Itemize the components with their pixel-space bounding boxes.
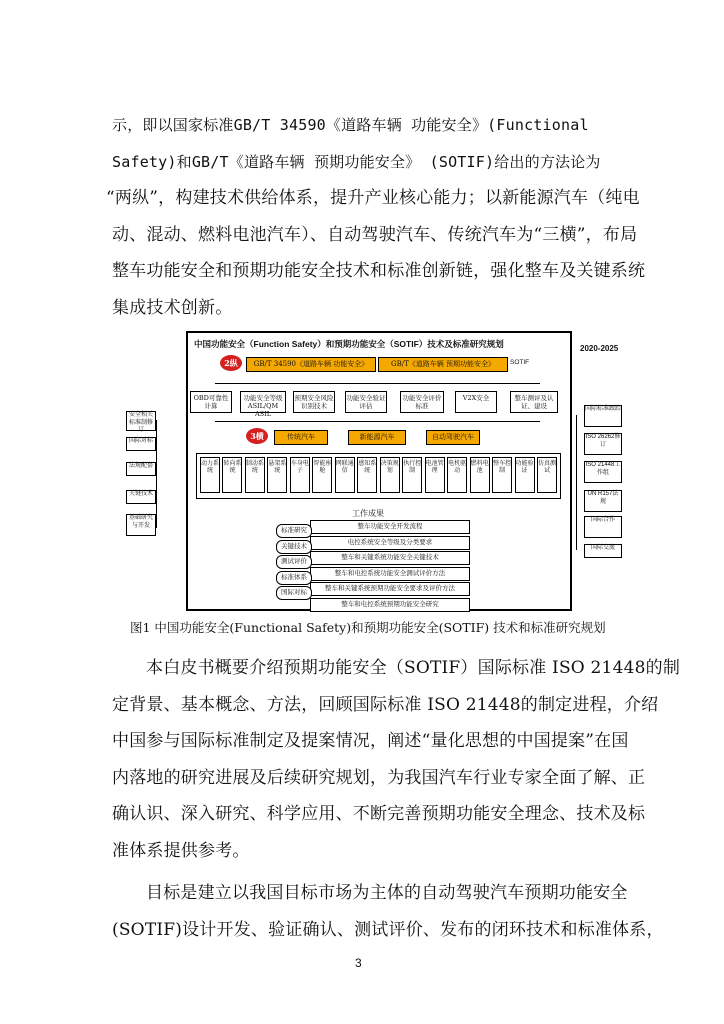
vertical-cell: 仿真测试	[537, 457, 557, 493]
vertical-cell: 功能验证	[515, 457, 535, 493]
body-line: 准体系提供参考。	[112, 840, 250, 861]
left-side-box: 国际对标	[126, 437, 156, 451]
work-side-label: 国际对标	[276, 586, 312, 600]
right-side-box: 国际标准跟踪	[584, 405, 622, 427]
figure-title: 中国功能安全（Function Safety）和预期功能安全（SOTIF）技术及标准研究规划	[194, 339, 504, 349]
vertical-cell: 网联通信	[335, 457, 355, 493]
work-result-item: 整车和电控系统预期功能安全研究	[310, 598, 470, 612]
standard-sotif-box: GB/T《道路车辆 预期功能安全》	[378, 357, 508, 372]
sotif-tag: SOTIF	[510, 359, 530, 366]
right-side-box: 国际交流	[584, 544, 622, 558]
body-line: 确认识、深入研究、科学应用、不断完善预期功能安全理念、技术及标	[112, 804, 646, 824]
left-side-box: 基础研究与开发	[126, 514, 156, 536]
vertical-cell: 电机驱动	[447, 457, 467, 493]
intro-paragraph	[106, 107, 646, 326]
horizontal-box: 新能源汽车	[348, 430, 406, 445]
vertical-cell: 动力系统	[200, 457, 220, 493]
vertical-cell: 整车控制	[492, 457, 512, 493]
vertical-cell: 转向系统	[222, 457, 242, 493]
left-side-box: 法规配套	[126, 462, 156, 476]
standard-fs-box: GB/T 34590《道路车辆 功能安全》	[246, 357, 376, 372]
vertical-cell: 决策规划	[380, 457, 400, 493]
body-line: 定背景、基本概念、方法，回顾国际标准 ISO 21448的制定进程，介绍	[112, 694, 659, 715]
body-line: 本白皮书概要介绍预期功能安全（SOTIF）国际标准 ISO 21448的制	[146, 658, 681, 678]
tech-box: 功能安全等级ASIL/QM ASIL	[240, 391, 286, 413]
vertical-cell: 燃料电池	[470, 457, 490, 493]
left-side-box: 安全相关标准制修订	[126, 411, 156, 431]
vertical-cell: 感知系统	[357, 457, 377, 493]
vertical-cell: 智能座舱	[312, 457, 332, 493]
intro-line: 示，即以国家标准GB/T 34590《道路车辆 功能安全》(Functional	[112, 116, 589, 134]
figure-caption: 图1 中国功能安全(Functional Safety)和预期功能安全(SOTIF) 技术和标准研究规划	[130, 620, 606, 635]
work-result-item: 整车和电控系统功能安全测试评价方法	[310, 567, 470, 581]
right-side-box: UN R157法规	[584, 490, 622, 512]
tech-box: V2X安全	[455, 391, 497, 413]
work-result-item: 整车功能安全开发流程	[310, 520, 470, 534]
intro-line: 动、混动、燃料电池汽车）、自动驾驶汽车、传统汽车为“三横”，布局	[112, 224, 638, 245]
body-paragraph	[112, 875, 664, 948]
tech-box: 预期安全风险识别技术	[293, 391, 335, 413]
vertical-cell: 车身电子	[290, 457, 310, 493]
page-number: 3	[355, 956, 362, 970]
body-line: 内落地的研究进展及后续研究规划，为我国汽车行业专家全面了解、正	[112, 767, 646, 788]
body-line: 中国参与国际标准制定及提案情况，阐述“量化思想的中国提案”在国	[112, 731, 629, 751]
work-side-label: 标准研究	[276, 524, 312, 538]
tech-box: OBD可靠性计算	[190, 391, 232, 413]
tech-box: 功能安全评价标准	[400, 391, 444, 413]
right-side-box: ISO 21448工作组	[584, 461, 622, 483]
vertical-cell: 执行控制	[402, 457, 422, 493]
connector-line	[576, 415, 577, 550]
tech-box: 整车测评及认证、建设	[510, 391, 558, 413]
horizontal-box: 传统汽车	[274, 430, 328, 445]
right-side-box: ISO 26262修订	[584, 433, 622, 455]
connector-line	[156, 420, 157, 528]
left-side-box: 关键技术	[126, 490, 156, 504]
horizontal-box: 自动驾驶汽车	[426, 430, 480, 445]
work-side-label: 标准体系	[276, 571, 312, 585]
intro-line: 整车功能安全和预期功能安全技术和标准创新链，强化整车及关键系统	[112, 261, 646, 281]
body-line: 目标是建立以我国目标市场为主体的自动驾驶汽车预期功能安全	[146, 883, 628, 903]
intro-line: “两纵”，构建技术供给体系，提升产业核心能力；以新能源汽车（纯电	[106, 188, 640, 208]
intro-line: 集成技术创新。	[112, 297, 233, 318]
tech-box: 功能安全验证评估	[345, 391, 387, 413]
three-horizontal-badge: 3横	[246, 428, 268, 444]
body-paragraph	[112, 650, 681, 869]
right-side-box: 国际合作	[584, 516, 622, 538]
work-results-title: 工作成果	[352, 509, 384, 518]
intro-line: Safety)和GB/T《道路车辆 预期功能安全》 (SOTIF)给出的方法论为	[112, 152, 601, 171]
work-result-item: 电控系统安全等级及分类要求	[310, 536, 470, 550]
connector-line	[215, 383, 540, 384]
work-result-item: 整车和关键系统预期功能安全要求及评价方法	[310, 582, 470, 596]
work-result-item: 整车和关键系统功能安全关键技术	[310, 551, 470, 565]
body-line: (SOTIF)设计开发、验证确认、测试评价、发布的闭环技术和标准体系，	[112, 919, 664, 940]
work-side-label: 测试评价	[276, 555, 312, 569]
vertical-cell: 悬架系统	[267, 457, 287, 493]
figure-year: 2020-2025	[580, 344, 619, 353]
vertical-cell: 电池管理	[425, 457, 445, 493]
connector-line	[215, 421, 540, 422]
vertical-cell: 制动系统	[245, 457, 265, 493]
two-vertical-badge: 2纵	[220, 355, 242, 371]
work-side-label: 关键技术	[276, 540, 312, 554]
